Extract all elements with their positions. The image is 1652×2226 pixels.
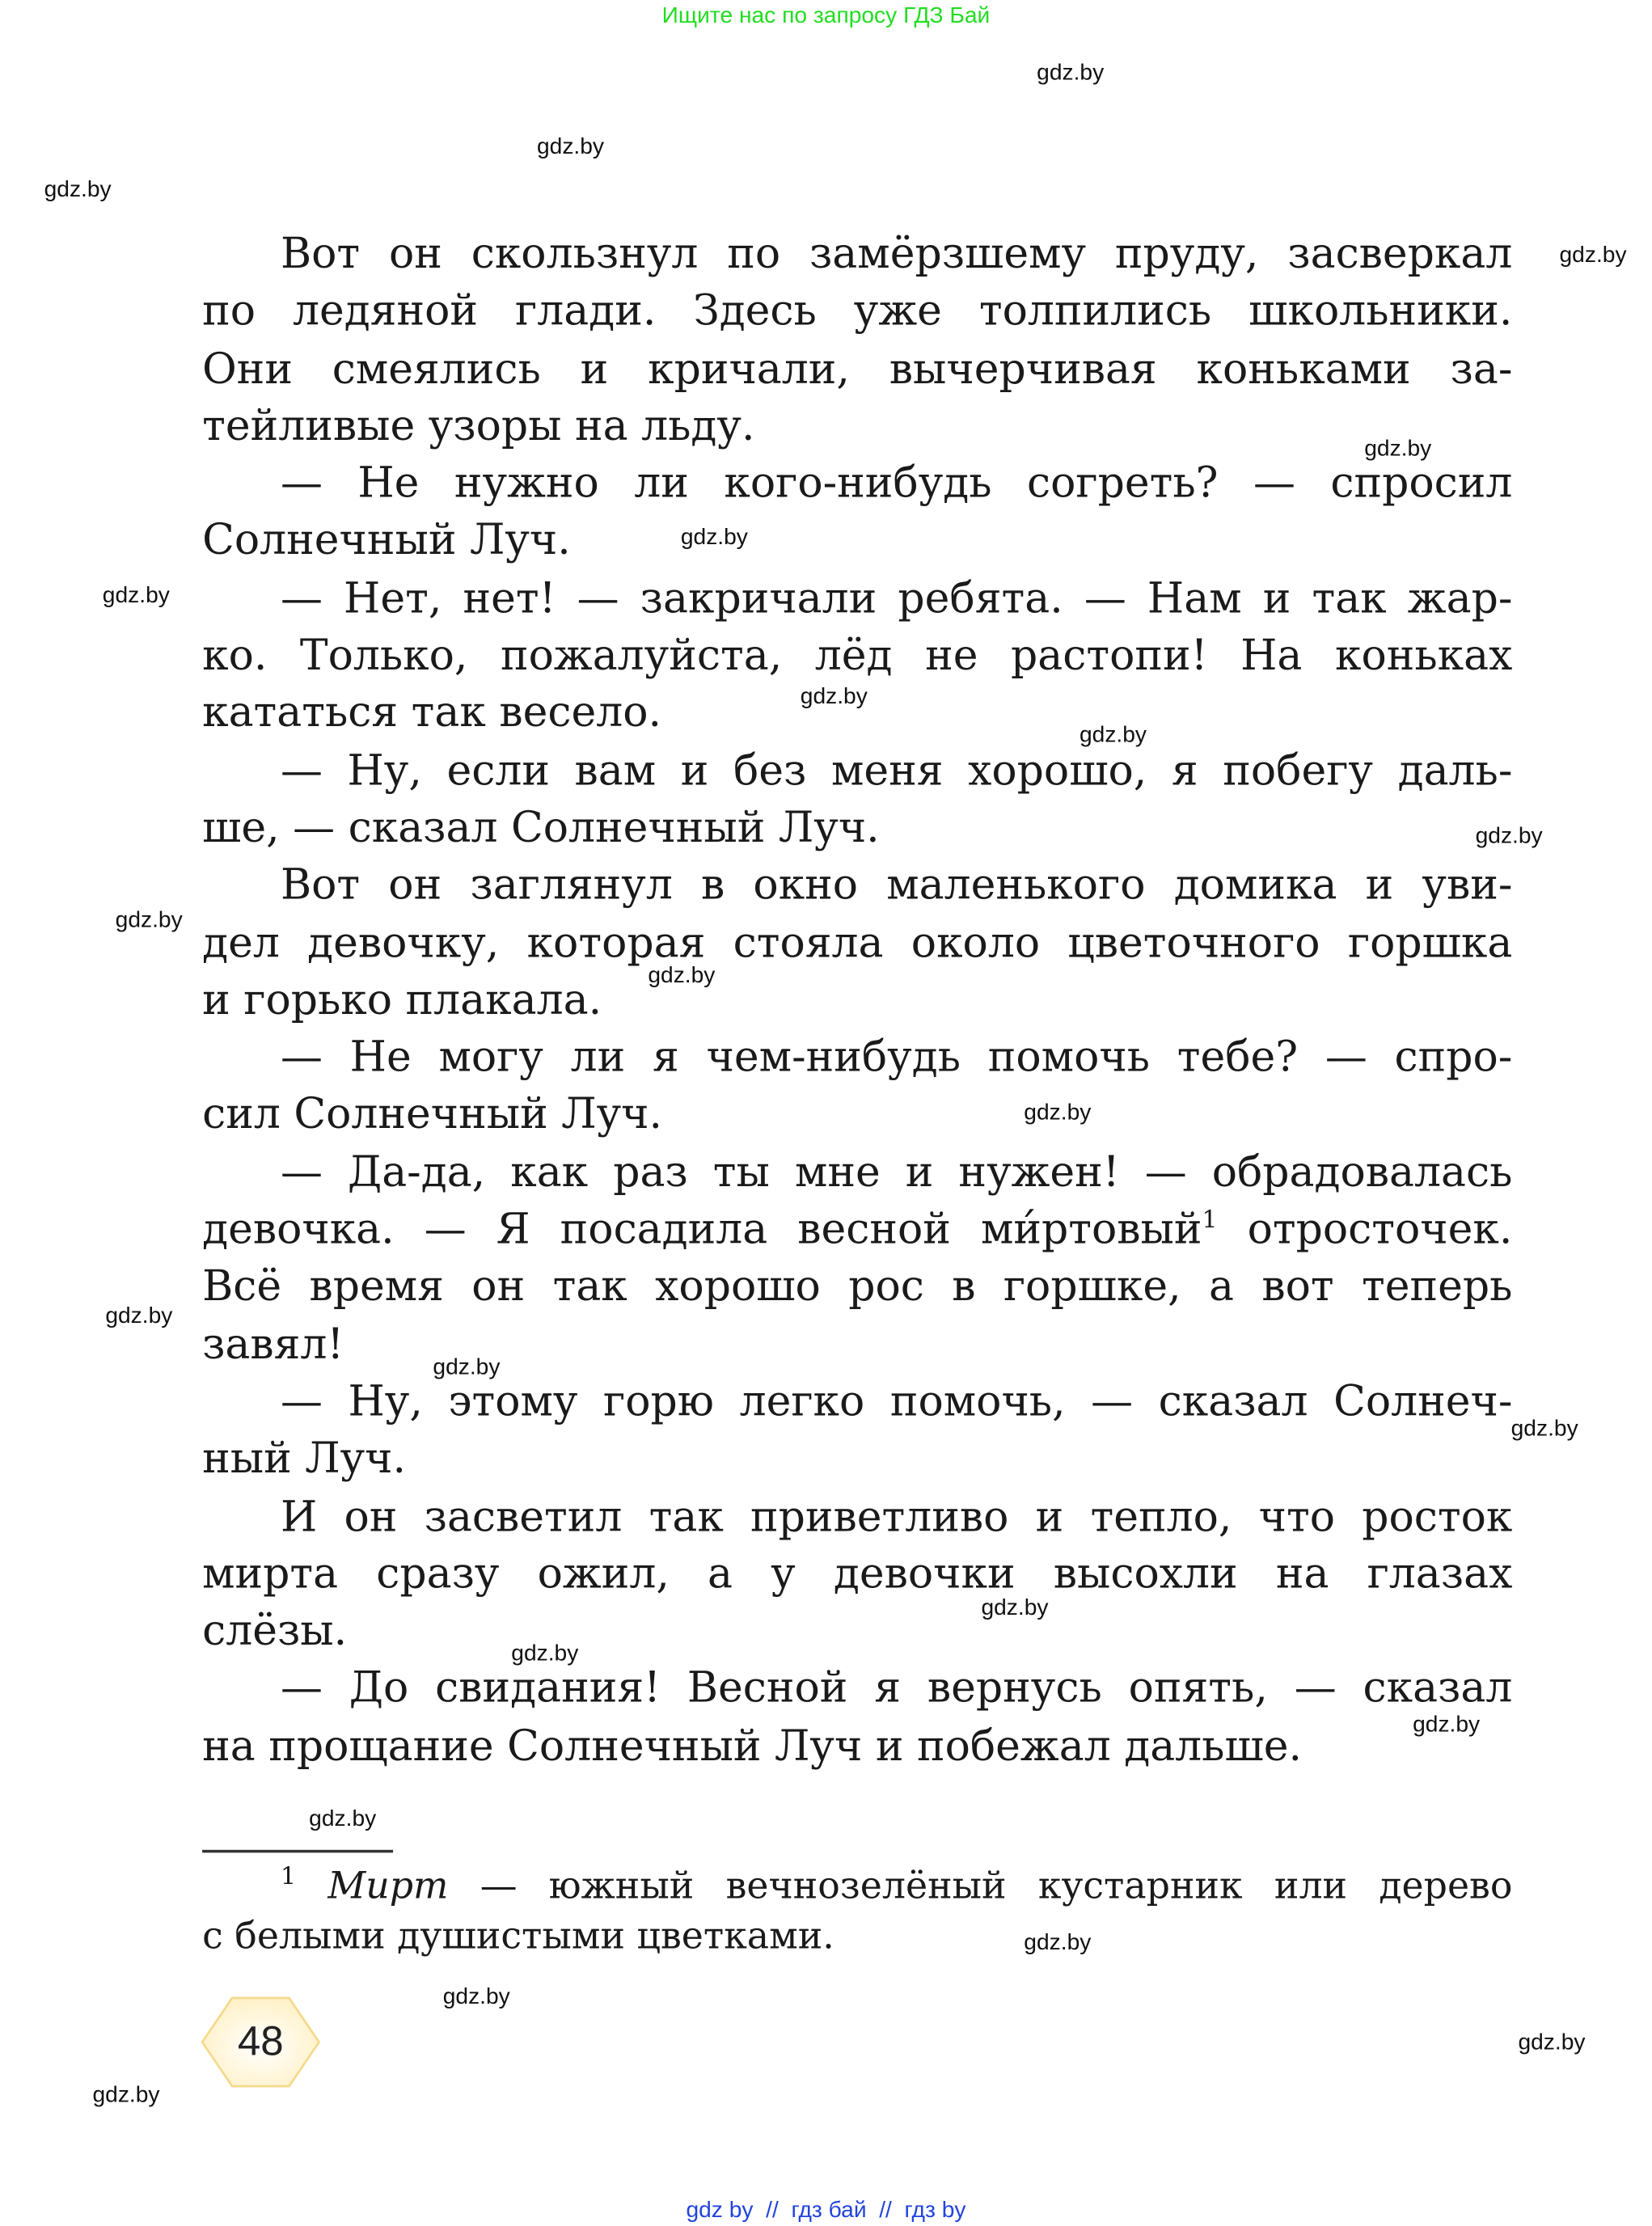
text-line: на прощание Солнечный Луч и побежал дальше.: [202, 1721, 1303, 1770]
text-line: слёзы.: [202, 1606, 348, 1655]
text-line: ко. Только, пожалуйста, лёд не растопи! На коньках: [202, 631, 1513, 680]
text-line: ше, — сказал Солнечный Луч.: [202, 803, 880, 852]
watermark: gdz.by: [1024, 1931, 1092, 1956]
footnote-marker: 1: [280, 1863, 297, 1892]
text-line: — Ну, этому горю легко помочь, — сказал Солнеч-: [280, 1376, 1513, 1426]
footnote-line: с белыми душистыми цветками.: [202, 1915, 834, 1958]
watermark: gdz.by: [536, 135, 604, 160]
watermark: gdz.by: [309, 1806, 377, 1831]
text-line: — Да-да, как раз ты мне и нужен! — обрадовалась: [280, 1147, 1513, 1196]
watermark: gdz.by: [1510, 1417, 1578, 1442]
text-line: — Нет, нет! — закричали ребята. — Нам и так жар-: [280, 573, 1513, 623]
watermark: gdz.by: [1518, 2030, 1586, 2055]
watermark: gdz.by: [1364, 437, 1432, 462]
watermark: gdz.by: [1413, 1713, 1481, 1738]
footnote-ref: 1: [1202, 1206, 1218, 1235]
watermark: gdz.by: [680, 525, 748, 550]
text-segment: девочка. — Я посадила весной ми́ртовый: [202, 1205, 1202, 1253]
search-hint-link[interactable]: Ищите нас по запросу ГДЗ Бай: [661, 4, 991, 29]
footnote: [202, 1863, 1512, 1962]
watermark: gdz.by: [105, 1304, 173, 1329]
text-line: сил Солнечный Луч.: [202, 1090, 663, 1138]
watermark: gdz.by: [442, 1985, 510, 2010]
footnote-divider: [202, 1850, 393, 1852]
text-line: — Ну, если вам и без меня хорошо, я побегу даль-: [280, 746, 1513, 795]
text-segment: отросточек.: [1217, 1205, 1513, 1253]
watermark: gdz.by: [1024, 1100, 1092, 1126]
text-line: — Не нужно ли кого-нибудь согреть? — спросил: [280, 458, 1513, 508]
watermark: gdz.by: [1079, 723, 1147, 748]
footnote-definition: — южный вечнозелёный кустарник или дерево: [448, 1865, 1513, 1909]
watermark: gdz.by: [648, 964, 716, 989]
text-line: Они смеялись и кричали, вычерчивая коньками за-: [202, 344, 1513, 393]
text-line: дел девочку, которая стояла около цветочного горшка: [202, 918, 1513, 967]
text-line: кататься так весело.: [202, 688, 662, 737]
text-line: Солнечный Луч.: [202, 516, 571, 565]
footnote-line: [202, 1863, 1512, 1913]
watermark: gdz.by: [92, 2083, 160, 2108]
text-line: мирта сразу ожил, а у девочки высохли на глазах: [202, 1548, 1513, 1598]
watermark: gdz.by: [102, 584, 170, 609]
text-line: — Не могу ли я чем-нибудь помочь тебе? — спро-: [280, 1033, 1513, 1082]
text-line: тейливые узоры на льду.: [202, 401, 755, 450]
page-number-badge: [201, 1996, 320, 2088]
watermark: gdz.by: [1559, 243, 1627, 268]
watermark: gdz.by: [1037, 61, 1105, 86]
text-line: по ледяной глади. Здесь уже толпились школьники.: [202, 286, 1513, 336]
text-line: Вот он заглянул в окно маленького домика и уви-: [280, 860, 1513, 910]
page-number: 48: [237, 2019, 284, 2065]
text-line: завял!: [202, 1319, 344, 1368]
watermark: gdz.by: [800, 685, 868, 710]
text-line: Вот он скользнул по замёрзшему пруду, засверкал: [280, 229, 1513, 278]
text-line: И он засветил так приветливо и тепло, что росток: [280, 1491, 1513, 1540]
watermark: gdz.by: [511, 1641, 579, 1666]
text-line: Всё время он так хорошо рос в горшке, а вот теперь: [202, 1262, 1513, 1311]
text-line: ный Луч.: [202, 1434, 407, 1483]
footnote-term: Мирт: [327, 1865, 449, 1909]
text-line: и горько плакала.: [202, 975, 602, 1024]
footer-links[interactable]: gdz by // гдз бай // гдз by: [686, 2199, 966, 2224]
watermark: gdz.by: [1475, 824, 1543, 849]
text-line: — До свидания! Весной я вернусь опять, — сказал: [280, 1663, 1513, 1713]
watermark: gdz.by: [44, 178, 112, 203]
watermark: gdz.by: [433, 1355, 501, 1380]
story-text: [202, 225, 1512, 1774]
watermark: gdz.by: [981, 1596, 1049, 1621]
text-line: [202, 1201, 1512, 1258]
watermark: gdz.by: [115, 908, 183, 933]
